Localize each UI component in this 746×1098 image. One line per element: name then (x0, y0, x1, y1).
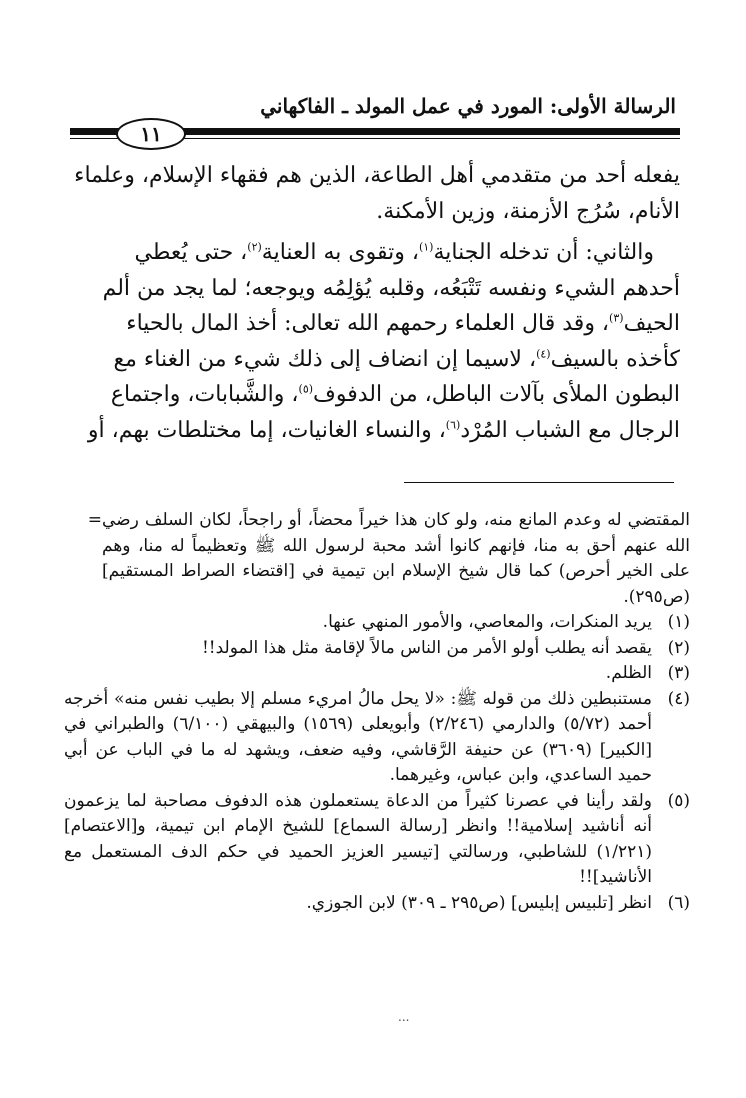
running-header-title: الرسالة الأولى: المورد في عمل المولد ـ الفاكهاني (260, 94, 676, 118)
footnote-ref: (٤) (536, 347, 551, 361)
footnote-text: انظر [تلبيس إبليس] (ص٢٩٥ ـ ٣٠٩) لابن الجوزي. (306, 892, 652, 913)
footnote-text: يقصد أنه يطلب أولو الأمر من الناس مالاً لإقامة مثل هذا المولد!! (201, 637, 652, 658)
main-line-text: كأخذه بالسيف (550, 346, 680, 372)
bottom-mark: ... (398, 1010, 410, 1024)
footnote-mark: (٤) (667, 688, 690, 709)
main-line-text: ، حتى يُعطي (134, 240, 248, 265)
main-text (68, 158, 680, 448)
footnote-mark: (٢) (667, 637, 690, 658)
footnote (64, 891, 690, 917)
header-rule (70, 122, 680, 146)
footnote-mark: (٥) (667, 790, 690, 811)
footnote-mark: (١) (667, 612, 690, 632)
main-line (68, 377, 680, 413)
footnote-ref: (٦) (445, 418, 461, 432)
footnote (64, 687, 690, 789)
main-line-text: ، لاسيما إن انضاف إلى ذلك شيء من الغناء مع (113, 346, 537, 372)
footnote-ref: (٥) (298, 382, 314, 396)
main-line-text: البطون الملأى بآلات الباطل، من الدفوف (313, 382, 680, 407)
main-line-text: يفعله أحد من متقدمي أهل الطاعة، الذين هم فقهاء الإسلام، وعلماء (74, 163, 680, 188)
main-line-text: الحيف (623, 311, 680, 336)
main-line (68, 235, 680, 271)
footnote-mark: (٣) (667, 663, 690, 683)
footnote (64, 636, 690, 662)
main-line-text: والثاني: أن تدخله الجناية (433, 240, 654, 265)
footnote-text: يريد المنكرات، والمعاصي، والأمور المنهي عنها. (322, 612, 652, 632)
main-line (68, 413, 680, 449)
footnote-text: ولقد رأينا في عصرنا كثيراً من الدعاة يستعملون هذه الدفوف مصاحبة لما يزعمون أنه أناشيد إسلامية!! وانظر [رسالة السماع] للشيخ الإمام ابن تيمية، و[الاعتصام] (١/٢٢١) للشاطبي، ورسالتي [تيسير العزيز الحميد في حكم الدف المستعمل مع الأناشيد]!! (64, 790, 652, 887)
footnote-divider (404, 482, 674, 483)
footnote-continuation-mark: = (87, 510, 102, 530)
footnote-continuation (64, 508, 690, 610)
footnote-text: الظلم. (605, 663, 652, 683)
footnote-mark: (٦) (667, 892, 690, 913)
footnote-ref: (٢) (247, 240, 262, 254)
footnote (64, 661, 690, 687)
main-line-text: ، وتقوى به العناية (261, 240, 419, 265)
main-line-text: أحدهم الشيء ونفسه تَتْبَعُه، وقلبه يُؤلِمُه ويوجعه؛ لما يجد من ألم (102, 275, 680, 301)
main-line-text: ، والنساء الغانيات، إما مختلطات بهم، أو (87, 417, 446, 443)
main-line (68, 342, 680, 378)
footnote (64, 789, 690, 891)
main-line (68, 306, 680, 342)
main-line (68, 158, 680, 194)
footnote-text: المقتضي له وعدم المانع منه، ولو كان هذا خيراً محضاً، أو راجحاً، لكان السلف رضي الله عنهم أحق به منا، فإنهم كانوا أشد محبة لرسول الله ﷺ وتعظيماً له منا، وهم على الخير أحرص) كما قال شيخ الإسلام ابن تيمية في [اقتضاء الصراط المستقيم] (ص٢٩٥). (102, 510, 690, 607)
footnote (64, 610, 690, 636)
footnote-text: مستنبطين ذلك من قوله ﷺ: «لا يحل مالُ امريء مسلم إلا بطيب نفس منه» أخرجه أحمد (٥/٧٢) والدارمي (٢/٢٤٦) وأبويعلى (١٥٦٩) والبيهقي (٦/١٠٠) والطبراني في [الكبير] (٣٦٠٩) عن حنيفة الرَّقاشي، وفيه ضعف، ويشهد له ما في الباب عن أبي حميد الساعدي، وابن عباس، وغيرهما. (64, 688, 652, 785)
main-line (68, 271, 680, 307)
main-line-text: الأنام، سُرُج الأزمنة، وزين الأمكنة. (376, 198, 680, 224)
main-line-text: الرجال مع الشباب المُرْد (460, 417, 680, 443)
footnotes (64, 508, 690, 916)
main-line-text: ، والشَّبابات، واجتماع (110, 382, 299, 407)
footnote-ref: (١) (418, 240, 434, 254)
page-number: ١١ (116, 118, 186, 150)
footnote-ref: (٣) (609, 311, 624, 325)
main-line (68, 194, 680, 230)
main-line-text: ، وقد قال العلماء رحمهم الله تعالى: أخذ المال بالحياء (126, 311, 610, 336)
